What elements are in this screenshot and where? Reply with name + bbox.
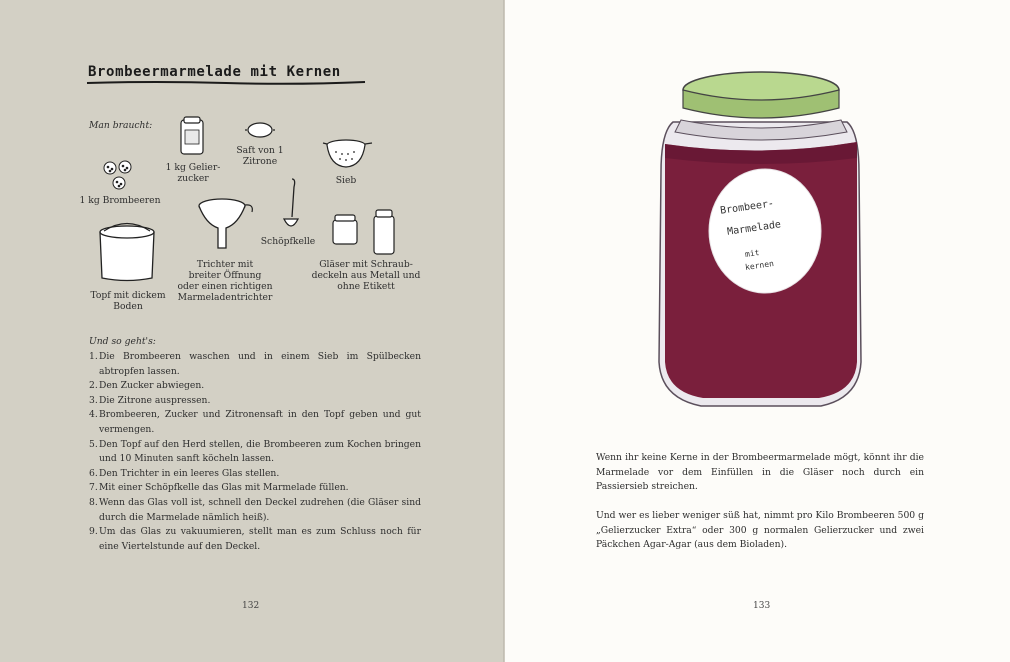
needs-label: Man braucht: xyxy=(89,120,153,131)
step-number: 5. xyxy=(89,438,98,450)
step-text: Den Zucker abwiegen. xyxy=(99,380,205,392)
step-number: 9. xyxy=(89,526,98,538)
jar-label-line3: mit xyxy=(744,248,761,259)
step-item xyxy=(89,438,421,467)
jam-jar-illustration xyxy=(651,62,871,420)
title-underline xyxy=(86,79,366,87)
step-text: Brombeeren, Zucker und Zitronensaft in den Topf geben und gut vermengen. xyxy=(99,409,421,435)
steps-list xyxy=(89,350,421,554)
step-item xyxy=(89,496,421,525)
right-page xyxy=(505,0,1010,662)
funnel-label-2: breiter Öffnung xyxy=(188,270,262,281)
pot-icon xyxy=(94,220,160,284)
lemon-icon xyxy=(245,121,275,139)
step-text: Wenn das Glas voll ist, schnell den Deckel zudrehen (die Gläser sind durch die Marmelade nämlich heiß). xyxy=(99,496,421,523)
steps-heading: Und so geht's: xyxy=(89,336,156,347)
recipe-title: Brombeermarmelade mit Kernen xyxy=(88,64,341,80)
ladle-label: Schöpfkelle xyxy=(260,236,316,247)
step-number: 6. xyxy=(89,467,98,479)
step-text: Den Topf auf den Herd stellen, die Brombeeren zum Kochen bringen und 10 Minuten sanft köcheln lassen. xyxy=(99,438,421,465)
step-item xyxy=(89,408,421,437)
ladle-icon xyxy=(280,177,302,233)
blackberries-icon xyxy=(100,156,136,192)
step-text: Mit einer Schöpfkelle das Glas mit Marmelade füllen. xyxy=(99,482,349,494)
funnel-label-1: Trichter mit xyxy=(196,259,254,270)
page-number-left: 132 xyxy=(242,601,260,611)
page-number-right: 133 xyxy=(753,601,771,611)
jars-label-2: deckeln aus Metall und xyxy=(311,270,421,281)
lemon-label-2: Zitrone xyxy=(242,156,278,167)
funnel-label-4: Marmeladentrichter xyxy=(177,292,273,303)
step-item xyxy=(89,394,421,409)
pot-label-2: Boden xyxy=(113,301,143,312)
note-paragraph-2: Und wer es lieber weniger süß hat, nimmt pro Kilo Brombeeren 500 g „Gelierzucker Extra“ oder 300 g normalen Gelierzucker und zwei Päckchen Agar-Agar (aus dem Bioladen). xyxy=(596,510,924,551)
jars-label-3: ohne Etikett xyxy=(337,281,395,292)
step-item xyxy=(89,379,421,394)
step-number: 8. xyxy=(89,496,98,508)
step-text: Den Trichter in ein leeres Glas stellen. xyxy=(99,467,280,479)
pot-label-1: Topf mit dickem xyxy=(90,290,166,301)
sieve-label: Sieb xyxy=(335,175,357,186)
funnel-icon xyxy=(194,196,258,252)
jars-icon xyxy=(330,208,400,256)
step-number: 4. xyxy=(89,409,98,421)
note-paragraph-1: Wenn ihr keine Kerne in der Brombeermarmelade mögt, könnt ihr die Marmelade vor dem Einfüllen in die Gläser noch durch ein Passiersieb streichen. xyxy=(596,452,924,493)
sugar-label-1: 1 kg Gelier- xyxy=(165,162,221,173)
step-item xyxy=(89,467,421,482)
sugar-label-2: zucker xyxy=(177,173,209,184)
step-text: Um das Glas zu vakuumieren, stellt man es zum Schluss noch für eine Viertelstunde auf den Deckel. xyxy=(99,526,421,552)
jar-label-line4: kernen xyxy=(744,259,775,272)
step-number: 1. xyxy=(89,351,98,362)
jars-label-1: Gläser mit Schraub- xyxy=(319,259,413,270)
step-number: 7. xyxy=(89,482,98,494)
jar-label-line2: Marmelade xyxy=(726,219,782,238)
step-text: Die Brombeeren waschen und in einem Sieb im Spülbecken abtropfen lassen. xyxy=(99,351,421,377)
jar-label-line1: Brombeer- xyxy=(719,198,775,217)
blackberries-label: 1 kg Brombeeren xyxy=(79,195,161,206)
step-text: Die Zitrone auspressen. xyxy=(99,394,211,406)
step-item xyxy=(89,481,421,496)
lemon-label-1: Saft von 1 xyxy=(236,145,284,156)
step-item xyxy=(89,525,421,554)
step-number: 2. xyxy=(89,380,98,392)
sieve-icon xyxy=(322,136,374,172)
step-number: 3. xyxy=(89,394,98,406)
sugar-pack-icon xyxy=(178,116,206,156)
funnel-label-3: oder einen richtigen xyxy=(177,281,273,292)
step-item xyxy=(89,350,421,379)
